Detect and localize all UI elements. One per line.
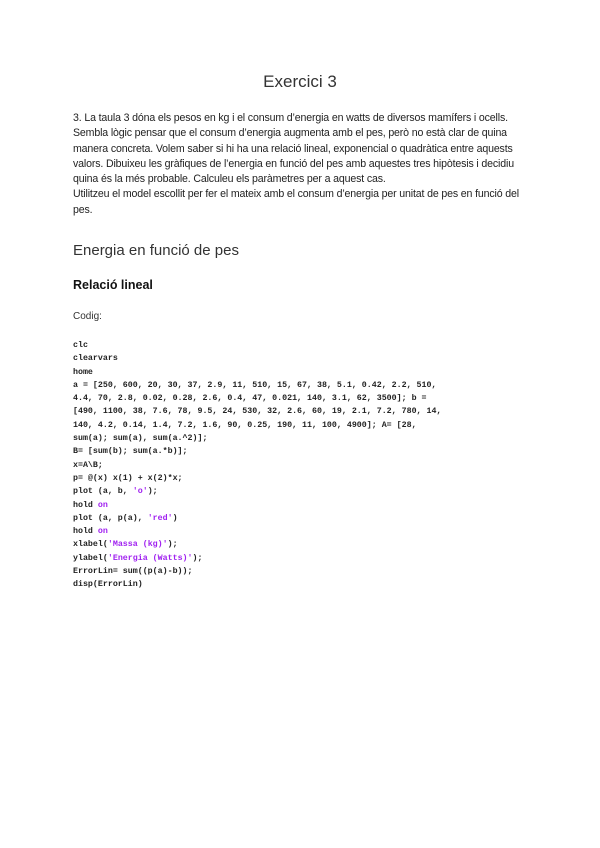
code-text: clearvars [73, 354, 118, 364]
code-text: hold [73, 500, 98, 510]
code-block [73, 339, 441, 592]
code-text: plot (a, b, [73, 487, 133, 497]
code-label: Codig: [73, 311, 102, 322]
document-title: Exercici 3 [263, 72, 337, 91]
code-string: 'Energia (Watts)' [107, 553, 193, 563]
code-line [73, 392, 441, 405]
code-keyword: on [97, 527, 108, 537]
code-text: ); [192, 553, 203, 563]
code-text: p= @(x) x(1) + x(2)*x; [73, 473, 183, 483]
code-text: [490, 1100, 38, 7.6, 78, 9.5, 24, 530, 32, 2.6, 60, 19, 2.1, 7.2, 780, 14, [73, 407, 442, 417]
code-text: hold [73, 527, 98, 537]
code-text: ); [167, 540, 178, 550]
code-string: 'red' [147, 513, 173, 523]
code-line [73, 525, 441, 538]
code-line [73, 419, 441, 432]
code-line [73, 565, 441, 578]
code-line [73, 538, 441, 551]
statement-paragraph: Utilitzeu el model escollit per fer el mateix amb el consum d’energia per unitat de pes en funció del pes. [73, 188, 519, 216]
code-line [73, 352, 441, 365]
code-string: 'o' [132, 487, 148, 497]
code-line [73, 578, 441, 591]
code-text: ylabel( [73, 553, 108, 563]
code-string: 'Massa (kg)' [107, 540, 168, 550]
code-text: ) [172, 513, 178, 523]
code-line [73, 459, 441, 472]
subsection-heading: Relació lineal [73, 278, 153, 292]
code-line [73, 432, 441, 445]
code-line [73, 366, 441, 379]
code-text: clc [73, 341, 88, 350]
code-text: ErrorLin= sum((p(a)-b)); [73, 567, 193, 577]
code-keyword: on [97, 500, 108, 510]
code-text: sum(a); sum(a), sum(a.^2)]; [73, 434, 208, 444]
code-line [73, 379, 441, 392]
exercise-statement [73, 111, 535, 218]
code-line [73, 472, 441, 485]
code-text: 4.4, 70, 2.8, 0.02, 0.28, 2.6, 0.4, 47, 0.021, 140, 3.1, 62, 3500]; b = [73, 394, 427, 404]
code-text: a = [250, 600, 20, 30, 37, 2.9, 11, 510, 15, 67, 38, 5.1, 0.42, 2.2, 510, [73, 380, 437, 390]
code-line [73, 485, 441, 498]
code-line [73, 405, 441, 418]
code-text: xlabel( [73, 540, 108, 550]
code-text: disp(ErrorLin) [73, 580, 143, 590]
code-text: home [73, 367, 93, 377]
code-line [73, 499, 441, 512]
code-line [73, 512, 441, 525]
code-text: ); [147, 487, 158, 497]
statement-paragraph: 3. La taula 3 dóna els pesos en kg i el consum d’energia en watts de diversos mamífers i ocells. Sembla lògic pensar que el consum d’energia augmenta amb el pes, però no està clar de quina manera concreta. Volem saber si hi ha una relació lineal, exponencial o quadràtica entre aquests valors. Dibuixeu les gràfiques de l’energia en funció del pes amb aquestes tres hipòtesis i decidiu quina és la més probable. Calculeu els paràmetres per a aquest cas. [73, 112, 514, 186]
code-line [73, 445, 441, 458]
code-text: B= [sum(b); sum(a.*b)]; [73, 447, 188, 457]
section-heading: Energia en funció de pes [73, 242, 239, 259]
code-text: 140, 4.2, 0.14, 1.4, 7.2, 1.6, 90, 0.25, 190, 11, 100, 4900]; A= [28, [73, 420, 417, 430]
code-line [73, 552, 441, 565]
code-text: x=A\B; [73, 460, 103, 470]
code-line [73, 339, 441, 352]
code-text: plot (a, p(a), [73, 513, 148, 523]
